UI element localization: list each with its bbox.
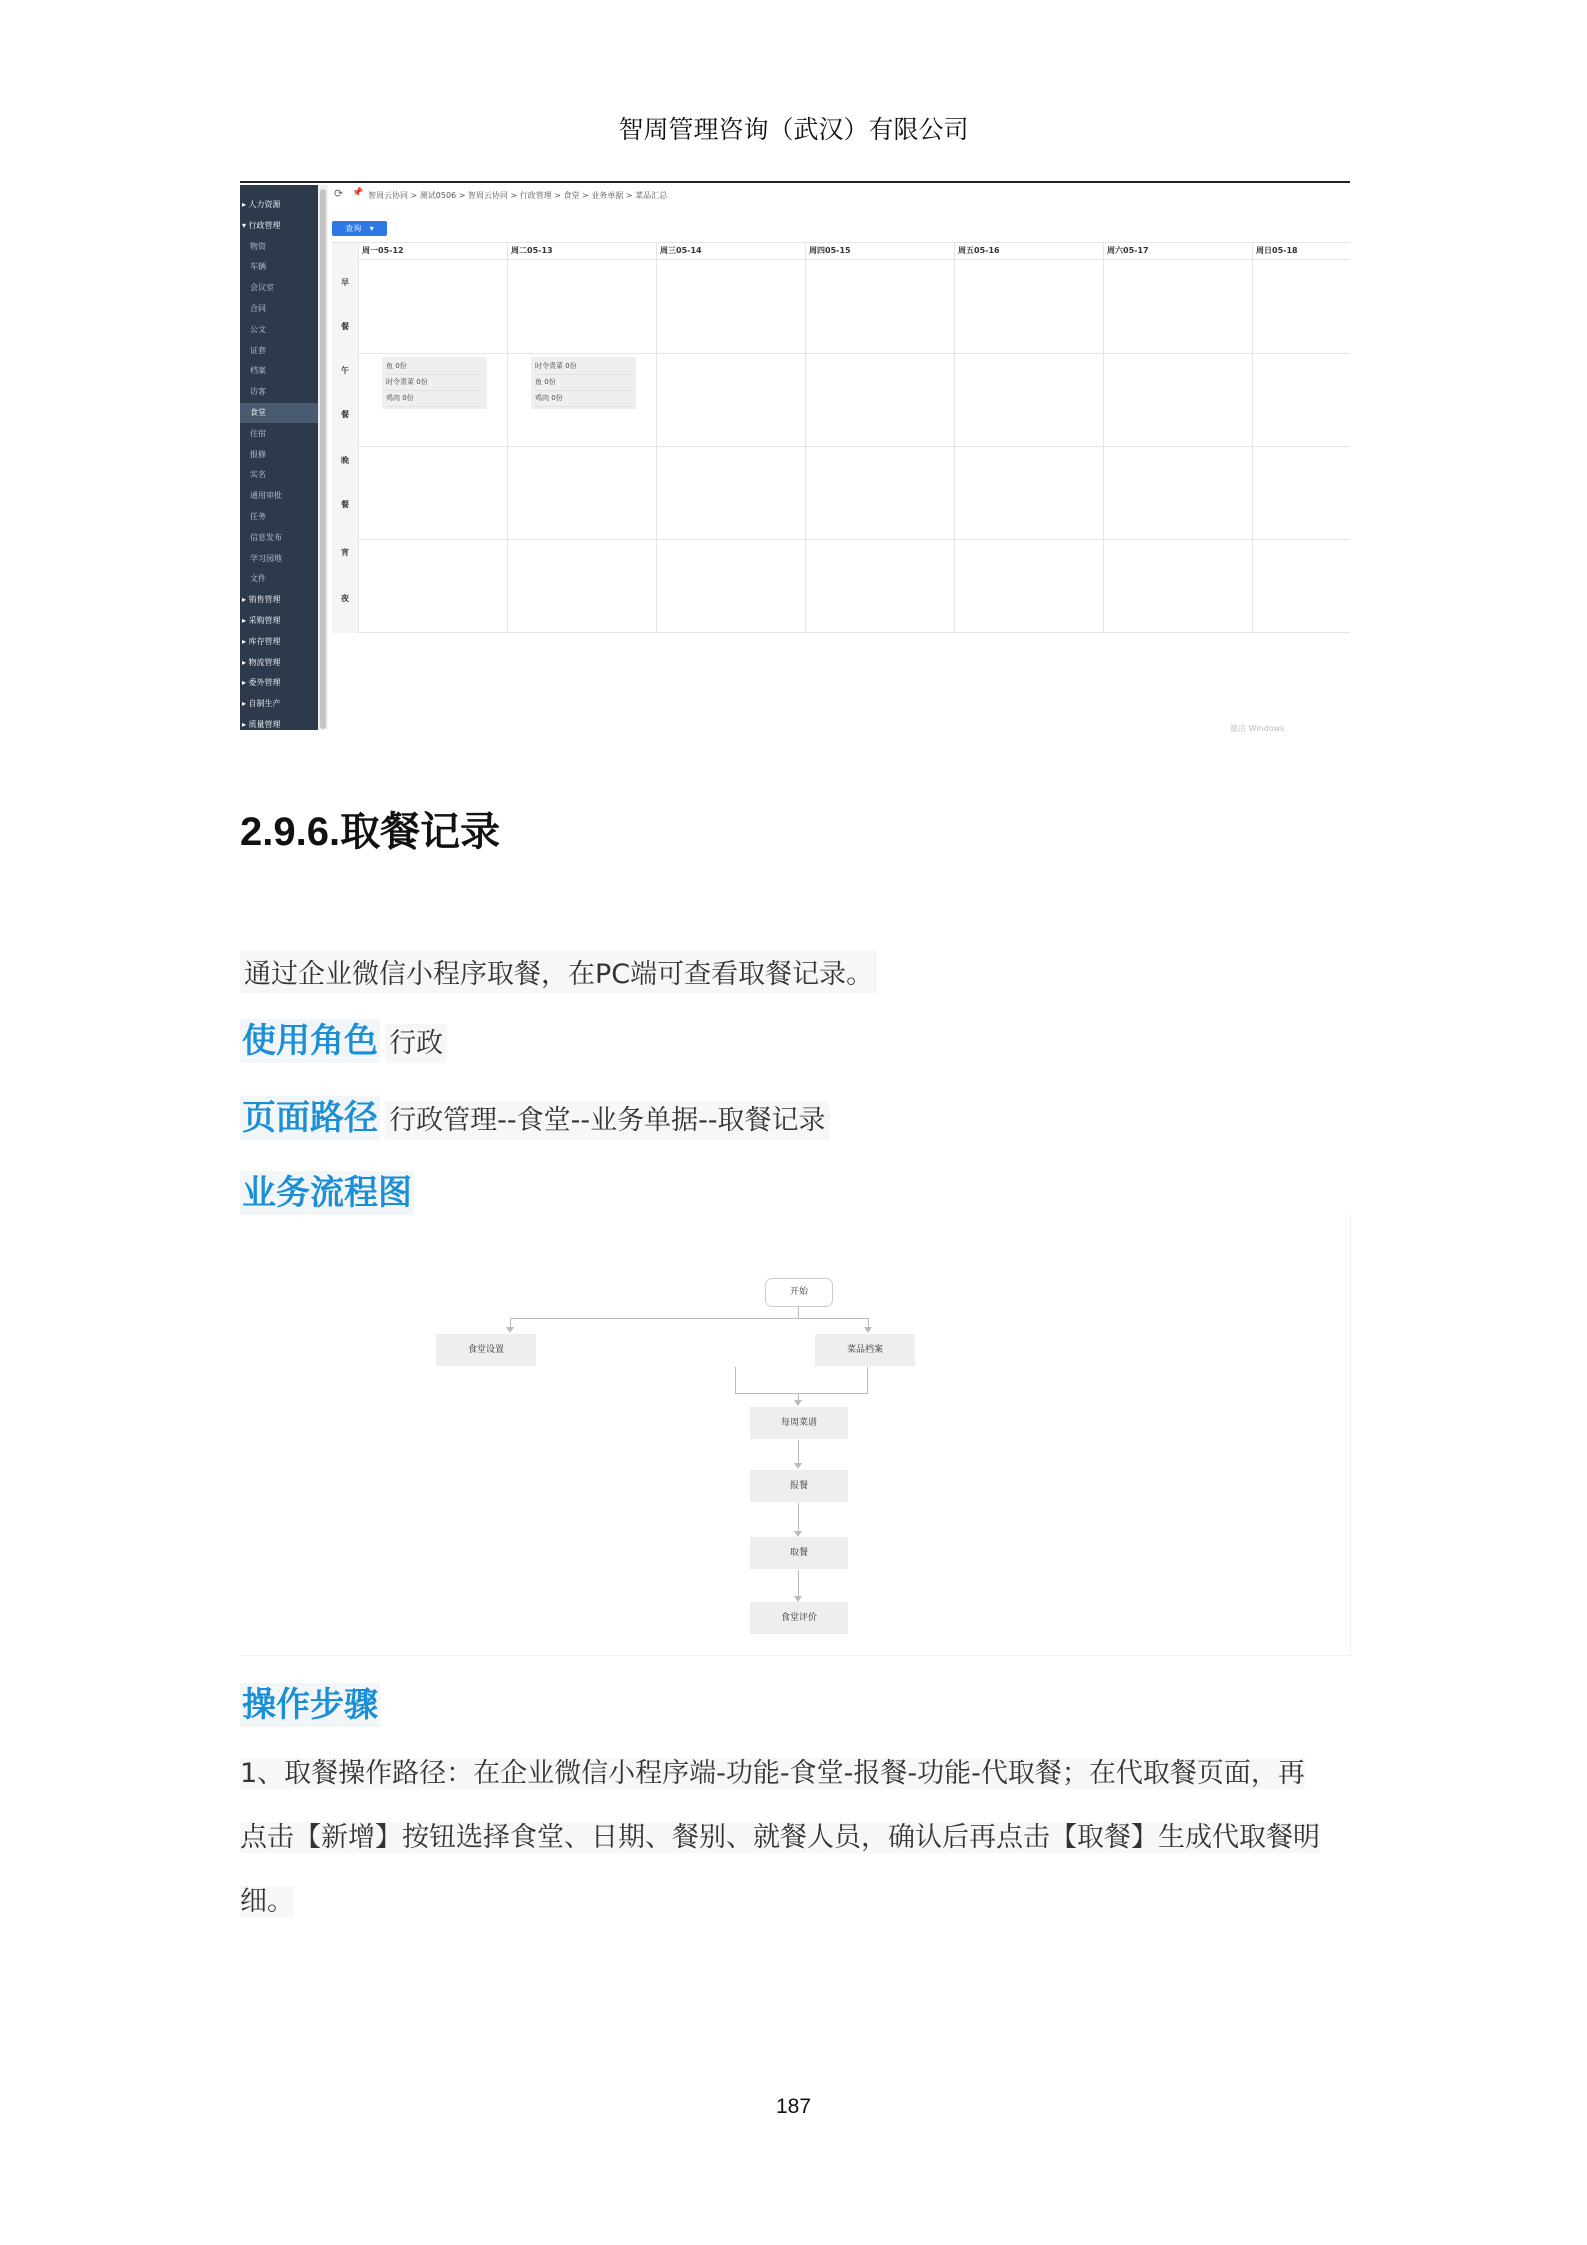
sidebar-item[interactable]: 车辆 xyxy=(250,262,266,272)
meal-label: 餐 xyxy=(341,410,349,419)
refresh-icon[interactable]: ⟳ xyxy=(334,187,344,200)
flow-node-review: 食堂评价 xyxy=(750,1602,848,1634)
grid-vline xyxy=(1252,243,1253,633)
flow-line xyxy=(867,1367,868,1393)
sidebar-item[interactable]: 档案 xyxy=(250,366,266,376)
grid-hline xyxy=(358,539,1350,540)
sidebar-item[interactable]: ▾ 行政管理 xyxy=(242,220,281,230)
day-header: 周一05-12 xyxy=(362,246,404,255)
sidebar-item[interactable]: 学习园地 xyxy=(250,553,282,563)
sidebar-item[interactable]: ▸ 销售管理 xyxy=(242,595,281,605)
sidebar-item[interactable]: 文件 xyxy=(250,574,266,584)
app-sidebar xyxy=(240,185,318,730)
dish-item[interactable]: 鸡肉 0份 xyxy=(386,391,483,407)
dish-list xyxy=(531,357,636,409)
role-row xyxy=(240,1013,447,1062)
grid-vline xyxy=(805,243,806,633)
steps-heading-row xyxy=(240,1677,380,1726)
sidebar-item[interactable]: ▸ 采购管理 xyxy=(242,616,281,625)
sidebar-item[interactable]: 物资 xyxy=(250,241,266,251)
sidebar-item[interactable]: 会议室 xyxy=(250,283,274,293)
meal-label: 餐 xyxy=(341,322,349,331)
steps-paragraph xyxy=(240,1742,1350,1934)
grid-vline xyxy=(656,243,657,633)
dish-item[interactable]: 鸡肉 0份 xyxy=(535,391,632,407)
flow-arrow xyxy=(864,1327,872,1333)
sidebar-item[interactable]: 证套 xyxy=(250,345,266,355)
sidebar-item[interactable]: ▸ 库存管理 xyxy=(242,636,281,646)
flow-line xyxy=(735,1367,736,1393)
flow-node-canteen-settings: 食堂设置 xyxy=(436,1334,536,1366)
flow-heading-row xyxy=(240,1165,414,1214)
flow-line xyxy=(798,1440,799,1464)
sidebar-item[interactable]: 住宿 xyxy=(250,428,266,438)
breadcrumb: 智周云协同 > 测试0506 > 智周云协同 > 行政管理 > 食堂 > 业务单据 > 菜品汇总 xyxy=(368,191,668,200)
chevron-down-icon: ▾ xyxy=(369,224,374,233)
flow-line xyxy=(798,1570,799,1597)
sidebar-item[interactable]: 合同 xyxy=(250,304,266,313)
grid-hline xyxy=(358,353,1350,354)
query-button[interactable] xyxy=(332,221,387,236)
flow-heading: 业务流程图 xyxy=(242,1173,412,1213)
sidebar-item[interactable]: 任务 xyxy=(250,512,266,521)
grid-hline xyxy=(358,632,1350,633)
section-heading xyxy=(240,800,500,857)
sidebar-item[interactable]: 通用审批 xyxy=(250,491,282,501)
sidebar-item[interactable]: 实名 xyxy=(250,470,266,480)
steps-line-1 xyxy=(240,1742,1350,1806)
dish-item[interactable]: 鱼 0份 xyxy=(386,359,483,375)
flow-node-pickup: 取餐 xyxy=(750,1537,848,1569)
steps-heading: 操作步骤 xyxy=(242,1685,378,1725)
pin-icon[interactable]: 📌 xyxy=(352,188,364,198)
scrollbar-thumb[interactable] xyxy=(320,189,326,729)
grid-hline xyxy=(358,446,1350,447)
sidebar-item[interactable]: ▸ 人力资源 xyxy=(242,200,281,209)
sidebar-item[interactable]: 食堂 xyxy=(240,403,318,423)
dish-item[interactable]: 鱼 0份 xyxy=(535,375,632,391)
intro-paragraph: 通过企业微信小程序取餐，在PC端可查看取餐记录。 xyxy=(240,950,877,993)
path-row xyxy=(240,1090,830,1139)
sidebar-item[interactable]: ▸ 委外管理 xyxy=(242,678,281,688)
sidebar-item[interactable]: 访客 xyxy=(250,387,266,397)
flow-node-order: 报餐 xyxy=(750,1470,848,1502)
flow-line xyxy=(640,1318,869,1319)
dish-list xyxy=(382,357,487,409)
flowchart xyxy=(240,1215,1351,1656)
dish-item[interactable]: 时令青菜 0份 xyxy=(535,359,632,375)
sidebar-item[interactable]: ▸ 物流管理 xyxy=(242,657,281,667)
weekly-menu-grid xyxy=(332,242,1350,633)
flow-line xyxy=(510,1318,640,1319)
meal-label: 宵 xyxy=(341,548,349,557)
steps-line-3 xyxy=(240,1870,1350,1934)
flow-node-start: 开始 xyxy=(765,1278,833,1307)
page-number: 187 xyxy=(775,2095,812,2118)
meal-label: 午 xyxy=(341,366,349,375)
steps-line-2-text: 点击【新增】按钮选择食堂、日期、餐别、就餐人员，确认后再点击【取餐】生成代取餐明 xyxy=(240,1822,1320,1853)
grid-hline xyxy=(358,259,1350,260)
query-button-label: 查询 xyxy=(345,224,362,233)
embedded-screenshot xyxy=(240,185,1350,733)
flow-line xyxy=(735,1393,868,1394)
meal-column xyxy=(332,243,358,633)
grid-vline xyxy=(1103,243,1104,633)
role-value: 行政 xyxy=(385,1024,447,1063)
flow-arrow xyxy=(794,1463,802,1469)
sidebar-item[interactable]: 报修 xyxy=(250,449,266,459)
flow-arrow xyxy=(794,1400,802,1406)
day-header: 周四05-15 xyxy=(809,246,851,255)
flow-node-weekly-menu: 每周菜谱 xyxy=(750,1407,848,1439)
day-header: 周三05-14 xyxy=(660,246,702,255)
grid-vline xyxy=(358,243,359,633)
sidebar-item[interactable]: 公文 xyxy=(250,324,266,334)
steps-line-1-text: 1、取餐操作路径：在企业微信小程序端-功能-食堂-报餐-功能-代取餐；在代取餐页面，再 xyxy=(240,1758,1305,1789)
meal-label: 晚 xyxy=(341,456,349,465)
header-rule xyxy=(240,181,1350,183)
sidebar-item[interactable]: ▸ 质量管理 xyxy=(242,720,281,729)
windows-watermark: 激活 Windows xyxy=(1230,724,1285,733)
steps-line-3-text: 细。 xyxy=(240,1886,294,1917)
sidebar-item[interactable]: 信息发布 xyxy=(250,532,282,542)
meal-label: 夜 xyxy=(341,594,349,603)
path-label: 页面路径 xyxy=(242,1098,378,1138)
day-header: 周二05-13 xyxy=(511,246,553,255)
page-header: 智周管理咨询（武汉）有限公司 xyxy=(618,115,969,144)
sidebar-item[interactable]: ▸ 自制生产 xyxy=(242,699,281,709)
flow-node-dish-archive: 菜品档案 xyxy=(815,1334,915,1366)
role-label: 使用角色 xyxy=(242,1021,378,1061)
grid-vline xyxy=(507,243,508,633)
section-title: 取餐记录 xyxy=(340,808,501,855)
flow-line xyxy=(798,1306,799,1318)
section-number: 2.9.6. xyxy=(240,810,341,854)
flow-line xyxy=(798,1503,799,1532)
steps-line-2 xyxy=(240,1806,1350,1870)
flow-arrow xyxy=(506,1327,514,1333)
day-header: 周日05-18 xyxy=(1256,246,1298,255)
day-header: 周六05-17 xyxy=(1107,246,1149,255)
meal-label: 餐 xyxy=(341,500,349,509)
grid-vline xyxy=(954,243,955,633)
day-header: 周五05-16 xyxy=(958,246,1000,255)
dish-item[interactable]: 时令青菜 0份 xyxy=(386,375,483,391)
path-value: 行政管理--食堂--业务单据--取餐记录 xyxy=(385,1101,829,1140)
meal-label: 早 xyxy=(341,278,349,287)
